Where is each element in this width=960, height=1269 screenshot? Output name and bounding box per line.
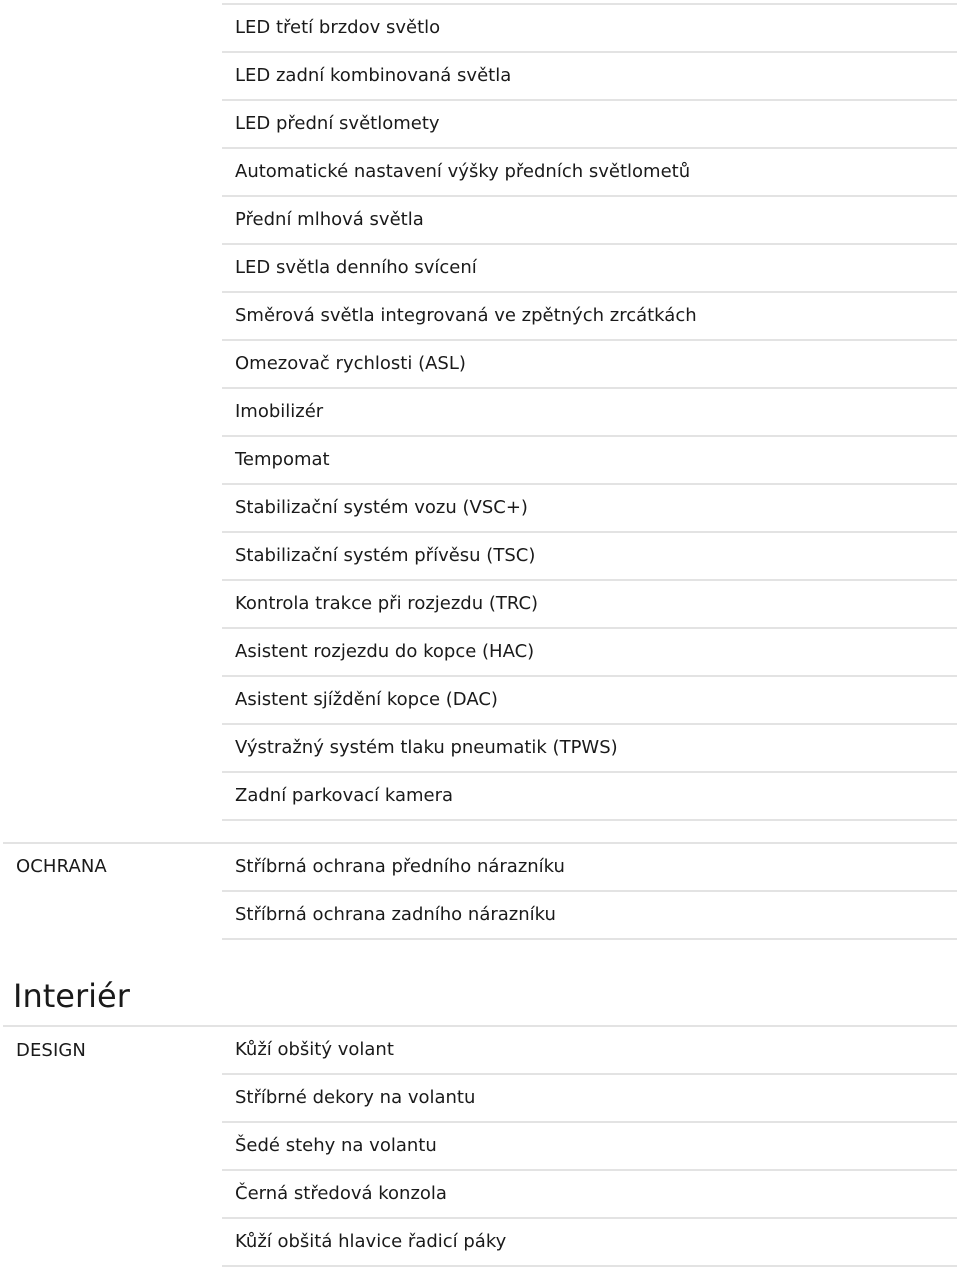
feature-text: Kontrola trakce při rozjezdu (TRC) [235,593,539,614]
feature-list-lights-safety [222,5,957,821]
feature-text: Tempomat [235,449,330,470]
feature-row [222,892,957,940]
feature-row [222,149,957,197]
feature-row [222,629,957,677]
feature-text: LED zadní kombinovaná světla [235,65,512,86]
feature-text: LED přední světlomety [235,113,440,134]
section-label-design: DESIGN [16,1040,86,1061]
feature-text: Asistent sjíždění kopce (DAC) [235,689,498,710]
feature-row [222,1219,957,1267]
feature-row [222,245,957,293]
feature-text: Kůží obšitá hlavice řadicí páky [235,1231,507,1252]
feature-text: LED třetí brzdov světlo [235,17,441,38]
feature-row [222,581,957,629]
feature-row [222,773,957,821]
feature-row [222,53,957,101]
feature-row [222,533,957,581]
feature-row [222,341,957,389]
feature-row [222,197,957,245]
feature-row [222,293,957,341]
feature-text: Černá středová konzola [235,1183,447,1204]
feature-row [222,389,957,437]
feature-row [222,725,957,773]
feature-row [222,677,957,725]
feature-text: Kůží obšitý volant [235,1039,394,1060]
feature-text: Přední mlhová světla [235,209,424,230]
interior-heading: Interiér [13,977,130,1015]
feature-text: Imobilizér [235,401,324,422]
feature-row [222,844,957,892]
feature-row [222,485,957,533]
feature-text: Stříbrná ochrana zadního nárazníku [235,904,556,925]
feature-row [222,1027,957,1075]
feature-text: Stříbrná ochrana předního nárazníku [235,856,565,877]
feature-text: Výstražný systém tlaku pneumatik (TPWS) [235,737,618,758]
feature-list-ochrana [222,844,957,940]
feature-list-design [222,1027,957,1267]
feature-text: Automatické nastavení výšky předních světlometů [235,161,691,182]
section-label-ochrana: OCHRANA [16,856,107,877]
feature-text: Stříbrné dekory na volantu [235,1087,476,1108]
feature-text: Směrová světla integrovaná ve zpětných zrcátkách [235,305,697,326]
feature-text: Stabilizační systém přívěsu (TSC) [235,545,536,566]
feature-text: Zadní parkovací kamera [235,785,454,806]
feature-text: LED světla denního svícení [235,257,477,278]
feature-row [222,1075,957,1123]
feature-row [222,437,957,485]
feature-row [222,101,957,149]
feature-row [222,1171,957,1219]
feature-text: Asistent rozjezdu do kopce (HAC) [235,641,535,662]
feature-text: Šedé stehy na volantu [235,1135,437,1156]
feature-row [222,5,957,53]
feature-text: Stabilizační systém vozu (VSC+) [235,497,528,518]
feature-row [222,1123,957,1171]
feature-text: Omezovač rychlosti (ASL) [235,353,466,374]
